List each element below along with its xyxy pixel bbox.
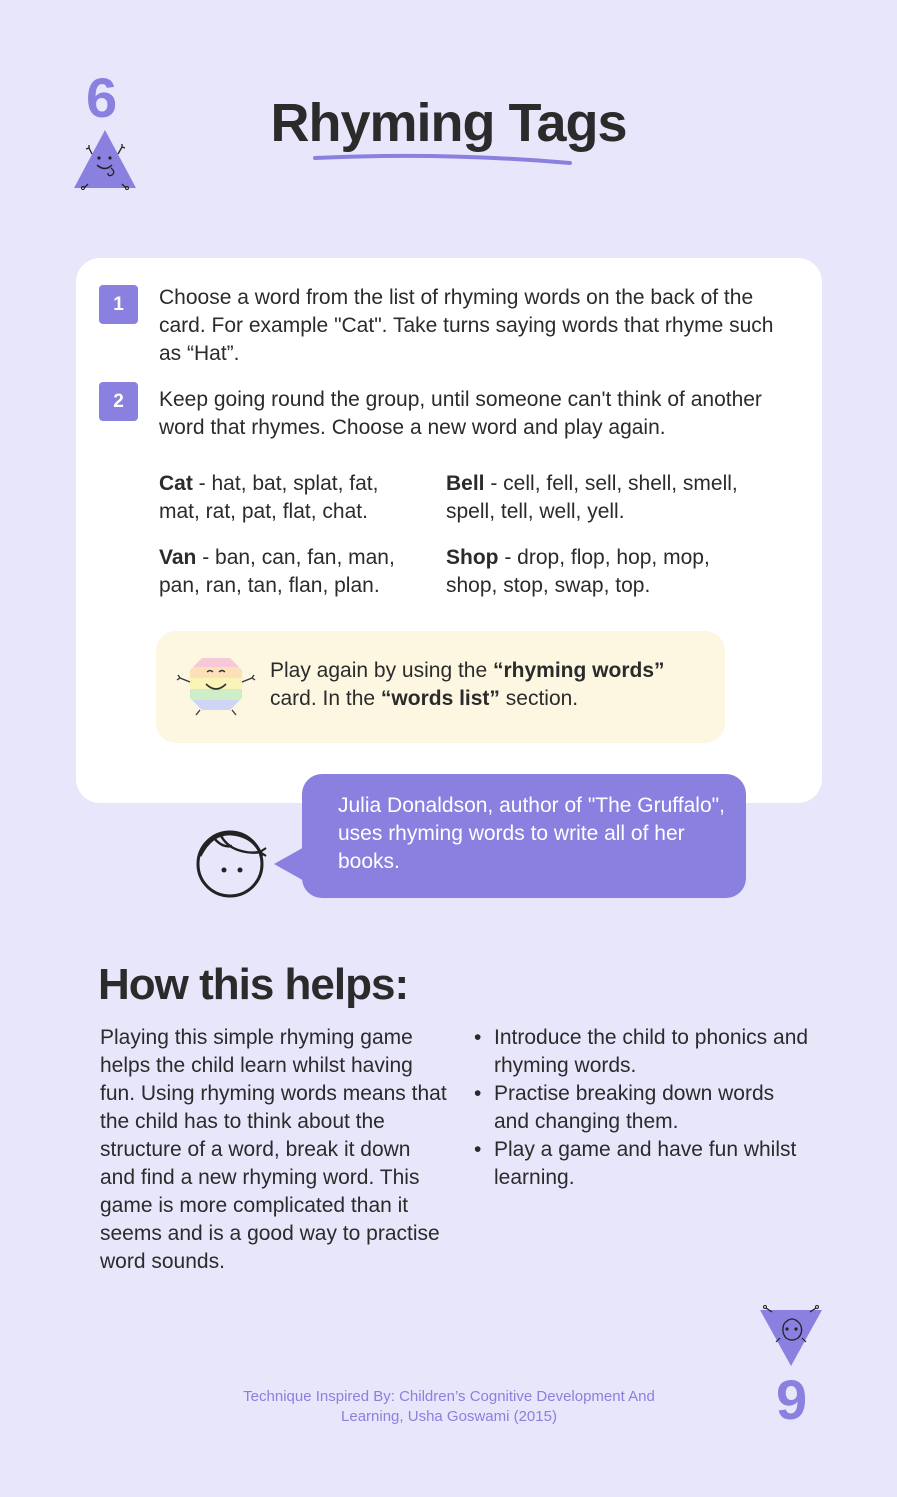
rhyme-group-shop bbox=[446, 544, 746, 600]
tip-prefix: Play again by using the bbox=[270, 659, 493, 682]
helps-bullet-list bbox=[472, 1024, 812, 1192]
page-number: 9 bbox=[776, 1368, 808, 1431]
speech-bubble-text: Julia Donaldson, author of "The Gruffalo", uses rhyming words to write all of her books. bbox=[338, 794, 725, 873]
helps-paragraph: Playing this simple rhyming game helps the child learn whilst having fun. Using rhyming words means that the child has to think about the structure of a word, break it down and find a new rhyming word. This game is more complicated than it seems and is a good way to practise word sounds. bbox=[100, 1026, 447, 1273]
rhyme-word: Bell bbox=[446, 472, 485, 495]
rhyme-list: - hat, bat, splat, fat, mat, rat, pat, flat, chat. bbox=[159, 472, 379, 523]
rhyme-list: - cell, fell, sell, shell, smell, spell, tell, well, yell. bbox=[446, 472, 738, 523]
rhyme-group-cat bbox=[159, 470, 419, 526]
step-1-text: Choose a word from the list of rhyming words on the back of the card. For example "Cat". Take turns saying words that rhyme such as “Hat”. bbox=[159, 286, 774, 365]
step-number-2: 2 bbox=[99, 382, 138, 421]
list-item: • Introduce the child to phonics and rhyming words. bbox=[472, 1024, 812, 1080]
tip-bold-words-list: “words list” bbox=[380, 687, 500, 710]
rhyme-group-van bbox=[159, 544, 419, 600]
girl-face-icon bbox=[192, 824, 268, 900]
list-item: • Play a game and have fun whilst learning. bbox=[472, 1136, 812, 1192]
inverted-triangle-character-icon bbox=[758, 1304, 824, 1370]
step-2-text: Keep going round the group, until someone can't think of another word that rhymes. Choose a new word and play again. bbox=[159, 388, 762, 439]
step-number-1: 1 bbox=[99, 285, 138, 324]
helps-heading: How this helps: bbox=[98, 960, 409, 1009]
rhyme-group-bell bbox=[446, 470, 776, 526]
tip-text bbox=[270, 657, 710, 713]
rhyme-list: - ban, can, fan, man, pan, ran, tan, flan, plan. bbox=[159, 546, 395, 597]
tip-bold-rhyming-words: “rhyming words” bbox=[492, 659, 665, 682]
tip-middle: card. In the bbox=[270, 687, 381, 710]
rhyme-word: Cat bbox=[159, 472, 193, 495]
rhyme-list: - drop, flop, hop, mop, shop, stop, swap, top. bbox=[446, 546, 710, 597]
rhyme-word: Shop bbox=[446, 546, 499, 569]
age-number-top: 6 bbox=[86, 66, 118, 129]
page-title: Rhyming Tags bbox=[270, 93, 627, 153]
rhyme-word: Van bbox=[159, 546, 197, 569]
list-item: • Practise breaking down words and changing them. bbox=[472, 1080, 812, 1136]
credit-text: Technique Inspired By: Children’s Cognitive Development And Learning, Usha Goswami (2015) bbox=[243, 1388, 655, 1425]
tip-suffix: section. bbox=[499, 687, 579, 710]
title-underline bbox=[312, 150, 574, 168]
rainbow-octagon-character-icon bbox=[176, 652, 256, 718]
